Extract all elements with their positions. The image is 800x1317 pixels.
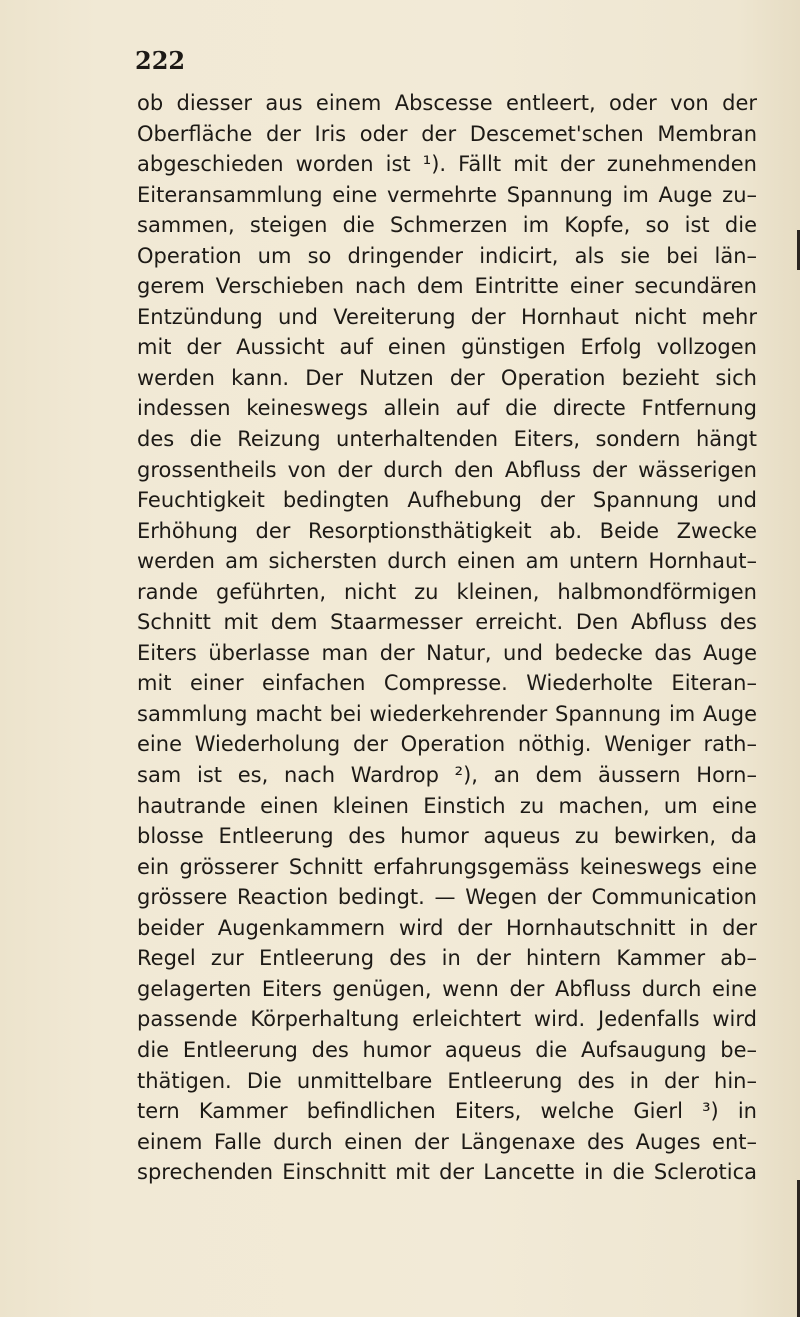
text-line: ein grösserer Schnitt erfahrungsgemäss keineswegs eine [137, 854, 757, 879]
text-line: Operation um so dringender indicirt, als sie bei län– [137, 243, 757, 268]
text-line: rande geführten, nicht zu kleinen, halbmondförmigen [137, 579, 757, 604]
text-line: tern Kammer befindlichen Eiters, welche Gierl ³) in [137, 1099, 757, 1124]
body-text [137, 88, 757, 1188]
text-line: indessen keineswegs allein auf die directe Fntfernung [137, 396, 757, 421]
text-line: Entzündung und Vereiterung der Hornhaut nicht mehr [137, 304, 757, 329]
text-line: die Entleerung des humor aqueus die Aufsaugung be– [137, 1037, 757, 1062]
text-line: sprechenden Einschnitt mit der Lancette in die Sclerotica [137, 1160, 757, 1185]
text-line: mit der Aussicht auf einen günstigen Erfolg vollzogen [137, 335, 757, 360]
text-line: thätigen. Die unmittelbare Entleerung des in der hin– [137, 1068, 757, 1093]
text-line: Feuchtigkeit bedingten Aufhebung der Spannung und [137, 488, 757, 513]
text-line: sammlung macht bei wiederkehrender Spannung im Auge [137, 701, 757, 726]
text-line: eine Wiederholung der Operation nöthig. Weniger rath– [137, 732, 757, 757]
text-line: beider Augenkammern wird der Hornhautschnitt in der [137, 915, 757, 940]
text-line: Erhöhung der Resorptionsthätigkeit ab. Beide Zwecke [137, 518, 757, 543]
text-line: grössere Reaction bedingt. — Wegen der Communication [137, 885, 757, 910]
text-line: abgeschieden worden ist ¹). Fällt mit der zunehmenden [137, 152, 757, 177]
text-line: grossentheils von der durch den Abfluss der wässerigen [137, 457, 757, 482]
text-line: werden kann. Der Nutzen der Operation bezieht sich [137, 365, 757, 390]
text-line: einem Falle durch einen der Längenaxe des Auges ent– [137, 1129, 757, 1154]
text-line: sammen, steigen die Schmerzen im Kopfe, so ist die [137, 213, 757, 238]
text-line: Schnitt mit dem Staarmesser erreicht. Den Abfluss des [137, 610, 757, 635]
text-line: Oberfläche der Iris oder der Descemet'schen Membran [137, 121, 757, 146]
text-line: ob diesser aus einem Abscesse entleert, oder von der [137, 91, 757, 115]
text-line: gelagerten Eiters genügen, wenn der Abfluss durch eine [137, 976, 757, 1001]
page-number: 222 [135, 46, 186, 75]
text-line: hautrande einen kleinen Einstich zu machen, um eine [137, 793, 757, 818]
text-line: Eiteransammlung eine vermehrte Spannung im Auge zu– [137, 182, 757, 207]
text-line: Regel zur Entleerung des in der hintern Kammer ab– [137, 946, 757, 971]
text-line: Eiters überlasse man der Natur, und bedecke das Auge [137, 640, 757, 665]
text-line: gerem Verschieben nach dem Eintritte einer secundären [137, 274, 757, 299]
text-line: mit einer einfachen Compresse. Wiederholte Eiteran– [137, 671, 757, 696]
text-line: des die Reizung unterhaltenden Eiters, sondern hängt [137, 427, 757, 452]
text-line: passende Körperhaltung erleichtert wird. Jedenfalls wird [137, 1007, 757, 1032]
text-line: sam ist es, nach Wardrop ²), an dem äussern Horn– [137, 763, 757, 788]
text-line: werden am sichersten durch einen am untern Hornhaut– [137, 549, 757, 574]
text-line: blosse Entleerung des humor aqueus zu bewirken, da [137, 824, 757, 849]
